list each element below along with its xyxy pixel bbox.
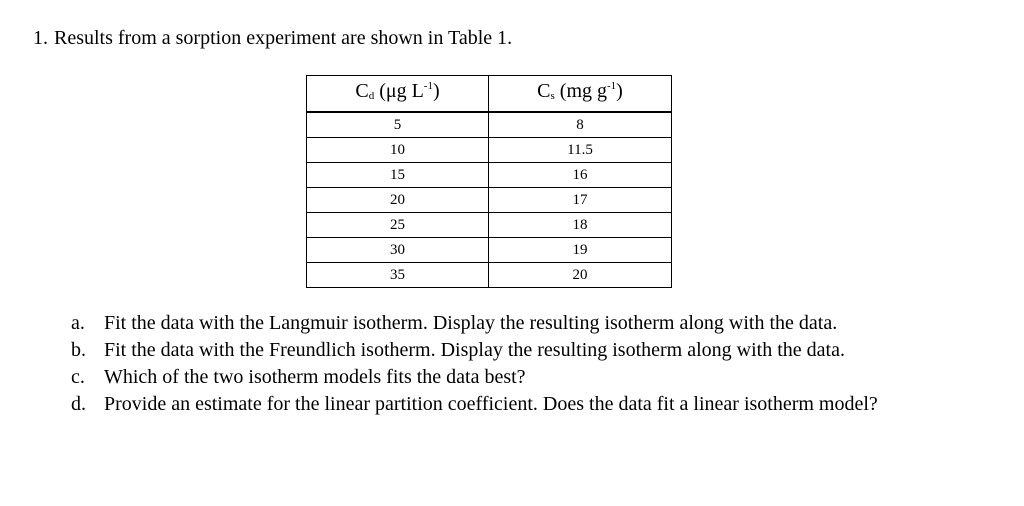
cs-cell: 17 xyxy=(489,188,672,213)
cs-cell: 20 xyxy=(489,263,672,288)
table-row xyxy=(307,188,672,213)
table-row xyxy=(307,163,672,188)
table-row xyxy=(307,238,672,263)
cd-cell: 10 xyxy=(307,138,489,163)
problem-intro: Results from a sorption experiment are shown in Table 1. xyxy=(54,27,513,49)
header-cd: $C_d$ (μg $L^{-1}$) xyxy=(307,76,489,113)
question-b xyxy=(71,338,971,363)
question-c xyxy=(71,365,971,390)
cd-cell: 25 xyxy=(307,213,489,238)
question-a xyxy=(71,311,971,336)
question-label: b. xyxy=(71,339,86,361)
table-row xyxy=(307,213,672,238)
cd-cell: 15 xyxy=(307,163,489,188)
question-list xyxy=(71,311,971,419)
cd-cell: 5 xyxy=(307,112,489,138)
question-label: c. xyxy=(71,366,85,388)
table-row xyxy=(307,138,672,163)
table-row xyxy=(307,112,672,138)
cd-cell: 20 xyxy=(307,188,489,213)
question-d xyxy=(71,392,971,417)
question-text: Which of the two isotherm models fits the data best? xyxy=(104,366,526,388)
question-text: Fit the data with the Langmuir isotherm. Display the resulting isotherm along with the data. xyxy=(104,312,838,334)
problem-number: 1. xyxy=(33,27,48,49)
cs-cell: 16 xyxy=(489,163,672,188)
cd-cell: 35 xyxy=(307,263,489,288)
question-text: Provide an estimate for the linear partition coefficient. Does the data fit a linear isotherm model? xyxy=(104,393,878,415)
cs-cell: 19 xyxy=(489,238,672,263)
sorption-data-table xyxy=(306,75,672,288)
header-cs: $C_s$ (mg $g^{-1}$) xyxy=(489,76,672,113)
problem-heading xyxy=(33,25,512,51)
question-label: a. xyxy=(71,312,85,334)
cd-cell: 30 xyxy=(307,238,489,263)
question-label: d. xyxy=(71,393,86,415)
cs-cell: 18 xyxy=(489,213,672,238)
cs-cell: 11.5 xyxy=(489,138,672,163)
question-text: Fit the data with the Freundlich isotherm. Display the resulting isotherm along with the data. xyxy=(104,339,845,361)
cs-cell: 8 xyxy=(489,112,672,138)
table-header-row xyxy=(307,76,672,113)
table-row xyxy=(307,263,672,288)
